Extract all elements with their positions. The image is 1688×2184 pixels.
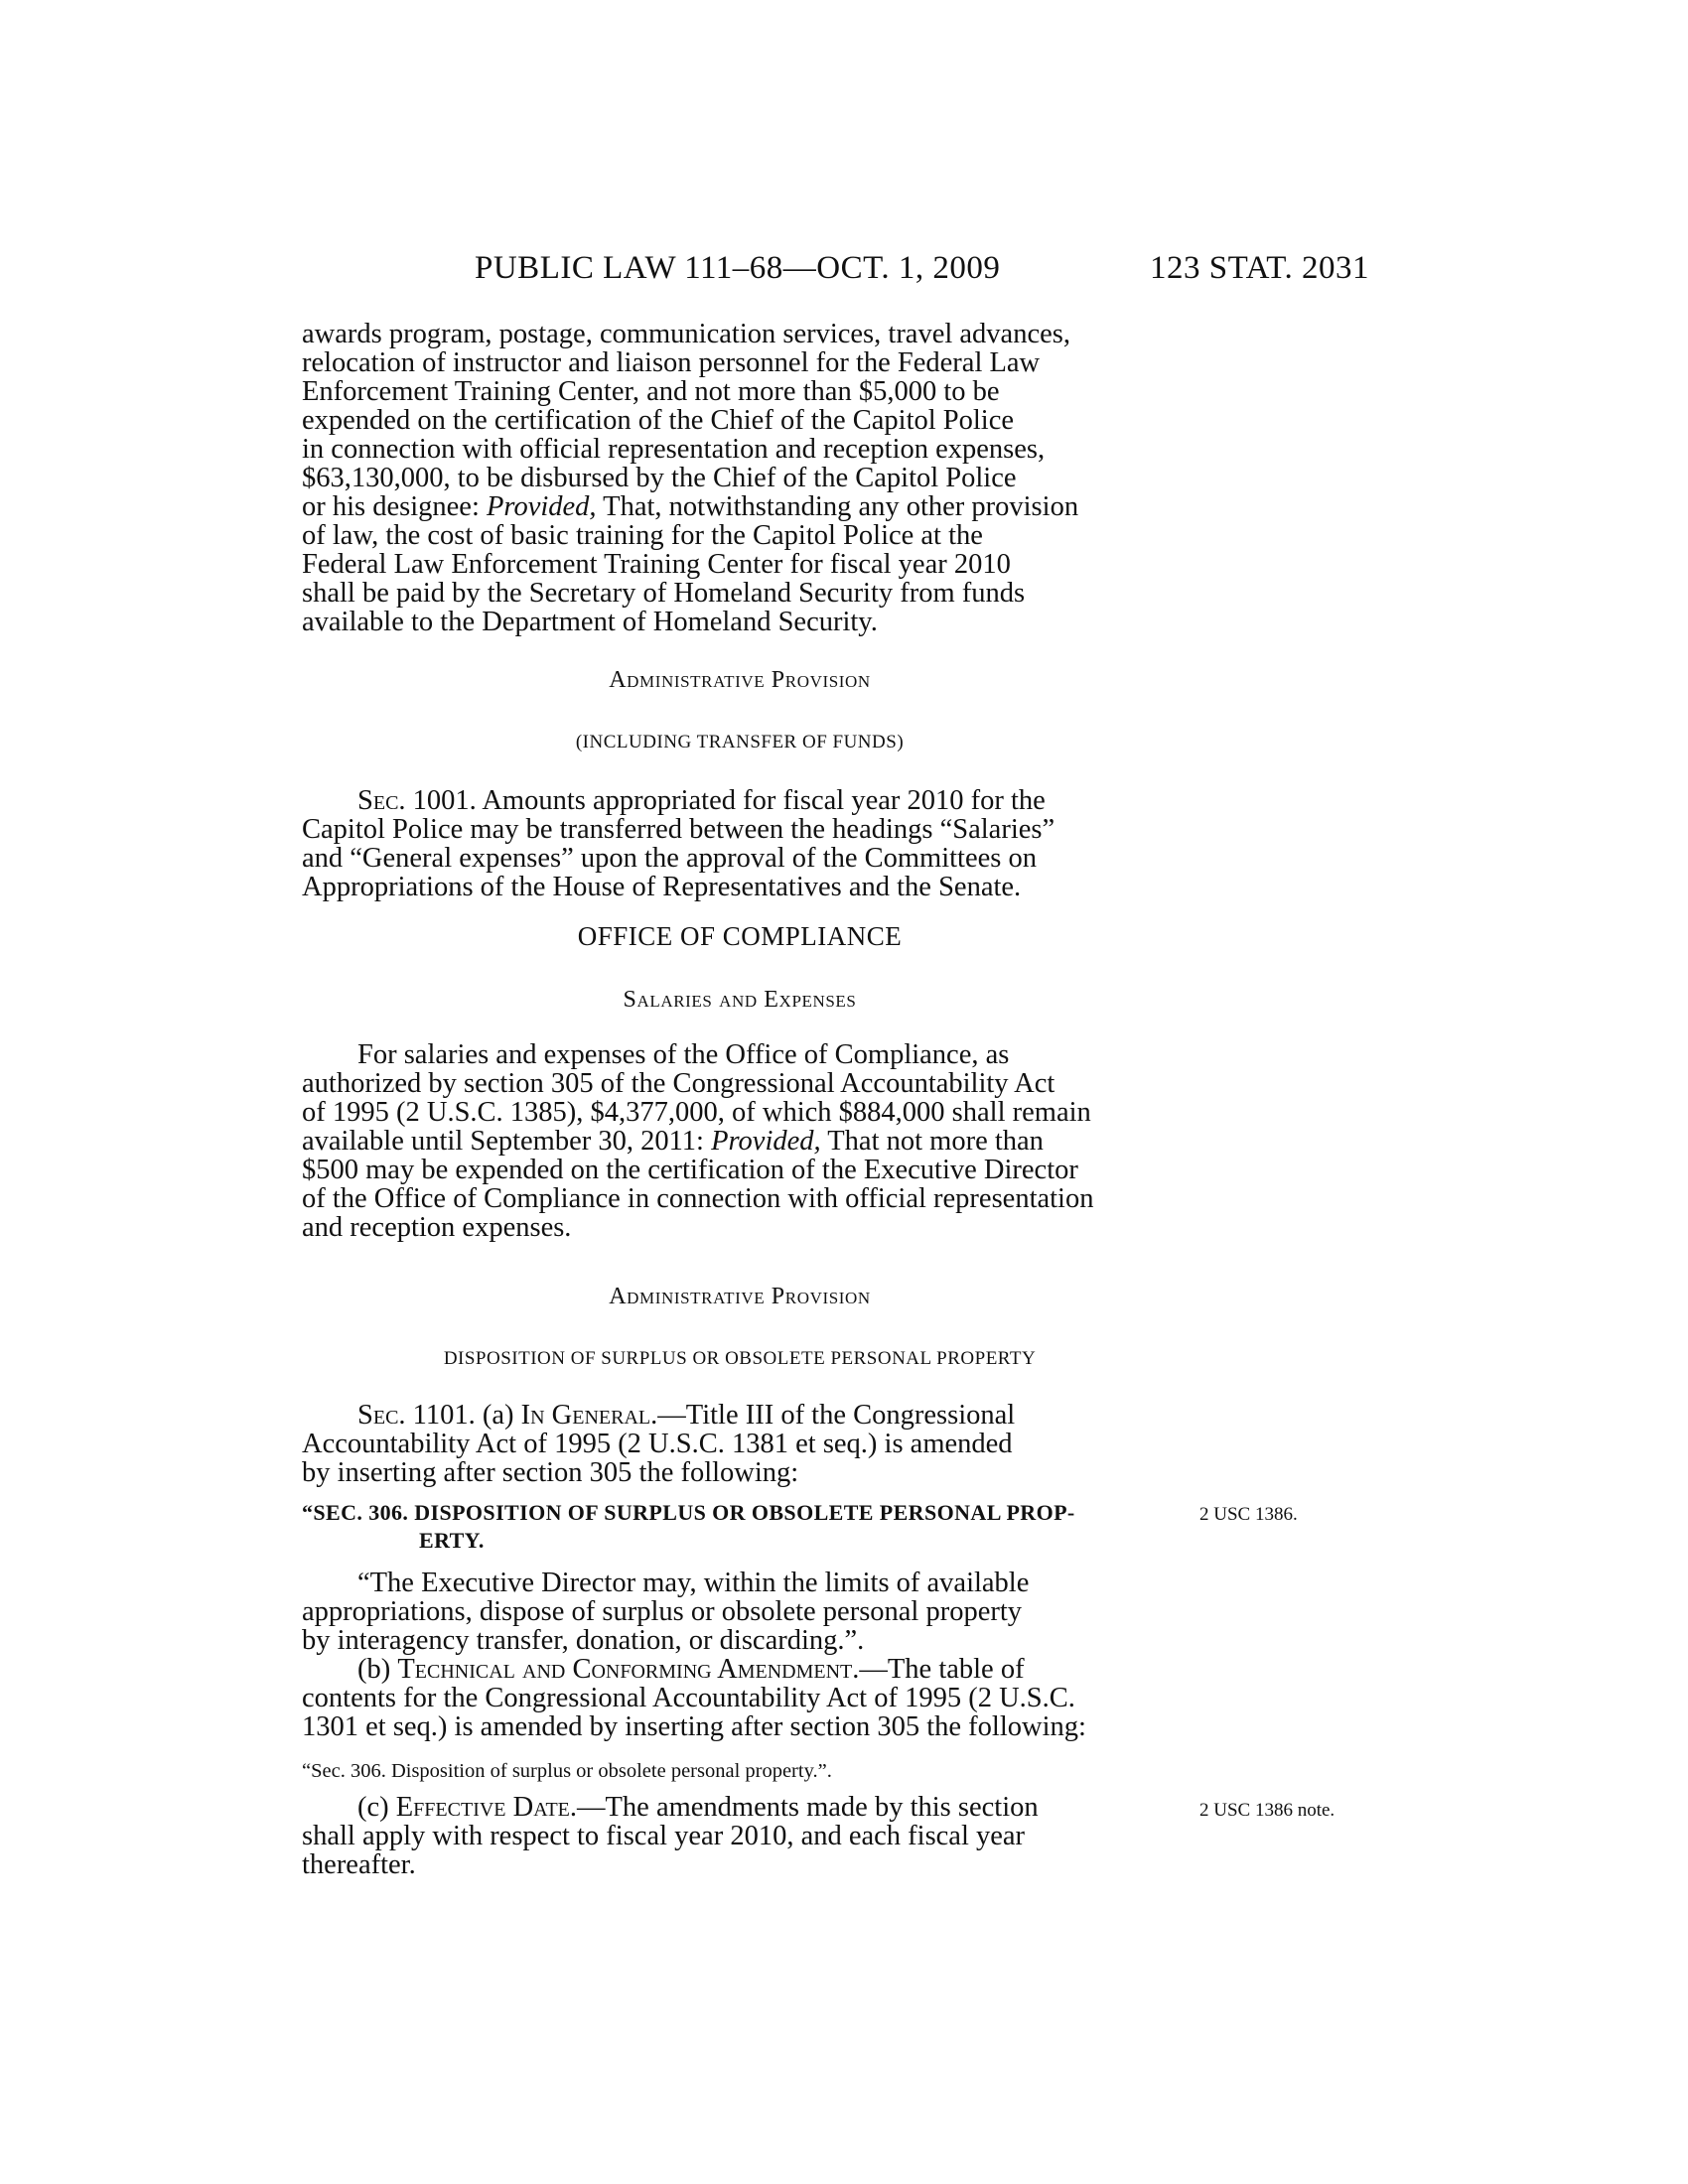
paragraph-executive-director — [302, 1569, 1178, 1655]
paragraph-effective-date — [302, 1793, 1178, 1879]
text-line: 1301 et seq.) is amended by inserting after section 305 the following: — [302, 1711, 1086, 1742]
text-line: Sec. 1101. (a) In General.—Title III of the Congressional — [357, 1400, 1016, 1431]
text-line: of 1995 (2 U.S.C. 1385), $4,377,000, of which $884,000 shall remain — [302, 1097, 1091, 1128]
toc-entry: “Sec. 306. Disposition of surplus or obsolete personal property.”. — [302, 1760, 832, 1782]
text-line: Appropriations of the House of Representatives and the Senate. — [302, 872, 1022, 902]
heading-office-of-compliance: OFFICE OF COMPLIANCE — [577, 921, 903, 951]
margin-note-2-usc-1386-note: 2 USC 1386 note. — [1199, 1800, 1336, 1821]
text-line: of law, the cost of basic training for the Capitol Police at the — [302, 520, 983, 551]
text-line: $500 may be expended on the certification of the Executive Director — [302, 1155, 1078, 1185]
text-line: shall apply with respect to fiscal year 2010, and each fiscal year — [302, 1821, 1026, 1851]
text-line: and “General expenses” upon the approval of the Committees on — [302, 843, 1037, 874]
text-line: awards program, postage, communication services, travel advances, — [302, 319, 1070, 349]
paragraph-technical-amendment — [302, 1655, 1178, 1741]
text-line: appropriations, dispose of surplus or obsolete personal property — [302, 1596, 1023, 1627]
section-306-heading — [302, 1499, 1186, 1555]
running-header-left: PUBLIC LAW 111–68—OCT. 1, 2009 — [475, 250, 1001, 286]
text-line: Accountability Act of 1995 (2 U.S.C. 1381 et seq.) is amended — [302, 1429, 1013, 1459]
provided-italic: Provided, — [487, 491, 597, 522]
text-line: Capitol Police may be transferred between the headings “Salaries” — [302, 814, 1055, 845]
text-line: or his designee: Provided, That, notwithstanding any other provision — [302, 491, 1079, 522]
section-1001 — [302, 786, 1178, 901]
heading-block-4 — [302, 987, 1178, 1014]
text-line: ERTY. — [419, 1528, 485, 1553]
heading-block-1 — [302, 667, 1178, 694]
text-line: available until September 30, 2011: Provided, That not more than — [302, 1126, 1044, 1157]
heading-administrative-provision: Administrative Provision — [609, 667, 871, 693]
text-line: $63,130,000, to be disbursed by the Chief of the Capitol Police — [302, 463, 1017, 493]
text-line: (c) Effective Date.—The amendments made by this section — [357, 1792, 1039, 1823]
text-line: expended on the certification of the Chief of the Capitol Police — [302, 405, 1015, 436]
text-line: Sec. 1001. Amounts appropriated for fiscal year 2010 for the — [357, 785, 1046, 816]
paragraph-office-of-compliance — [302, 1040, 1178, 1242]
heading-disposition: DISPOSITION OF SURPLUS OR OBSOLETE PERSONAL PROPERTY — [443, 1348, 1037, 1369]
heading-administrative-provision: Administrative Provision — [609, 1284, 871, 1309]
text-line: “SEC. 306. DISPOSITION OF SURPLUS OR OBSOLETE PERSONAL PROP- — [302, 1500, 1075, 1525]
text-line: in connection with official representation and reception expenses, — [302, 434, 1046, 465]
text-line: contents for the Congressional Accountability Act of 1995 (2 U.S.C. — [302, 1683, 1075, 1713]
text-line: and reception expenses. — [302, 1212, 572, 1243]
paragraph-capitol-police-expenses — [302, 320, 1178, 636]
heading-block-3 — [302, 921, 1178, 952]
page-citation: 123 STAT. 2031 — [1150, 250, 1370, 286]
text-line: of the Office of Compliance in connection with official representation — [302, 1183, 1094, 1214]
provided-italic: Provided, — [711, 1126, 821, 1157]
heading-block-2 — [302, 732, 1178, 753]
heading-salaries-and-expenses: Salaries and Expenses — [623, 987, 857, 1013]
text-line: by inserting after section 305 the following: — [302, 1457, 799, 1488]
text-line: authorized by section 305 of the Congressional Accountability Act — [302, 1068, 1055, 1099]
heading-including-transfer: (INCLUDING TRANSFER OF FUNDS) — [575, 732, 905, 752]
margin-note-2-usc-1386: 2 USC 1386. — [1199, 1504, 1298, 1525]
text-line: Federal Law Enforcement Training Center for fiscal year 2010 — [302, 549, 1011, 580]
text-line: (b) Technical and Conforming Amendment.—The table of — [357, 1654, 1025, 1685]
heading-block-6 — [302, 1348, 1178, 1370]
text-line: relocation of instructor and liaison personnel for the Federal Law — [302, 347, 1041, 378]
text-line: “The Executive Director may, within the limits of available — [357, 1568, 1030, 1598]
section-1101 — [302, 1401, 1178, 1487]
text-line: For salaries and expenses of the Office of Compliance, as — [357, 1039, 1010, 1070]
heading-block-5 — [302, 1284, 1178, 1310]
text-line: shall be paid by the Secretary of Homeland Security from funds — [302, 578, 1026, 609]
text-line: Enforcement Training Center, and not more than $5,000 to be — [302, 376, 1000, 407]
text-line: thereafter. — [302, 1849, 416, 1880]
text-line: by interagency transfer, donation, or discarding.”. — [302, 1625, 865, 1656]
text-line: available to the Department of Homeland Security. — [302, 607, 878, 637]
